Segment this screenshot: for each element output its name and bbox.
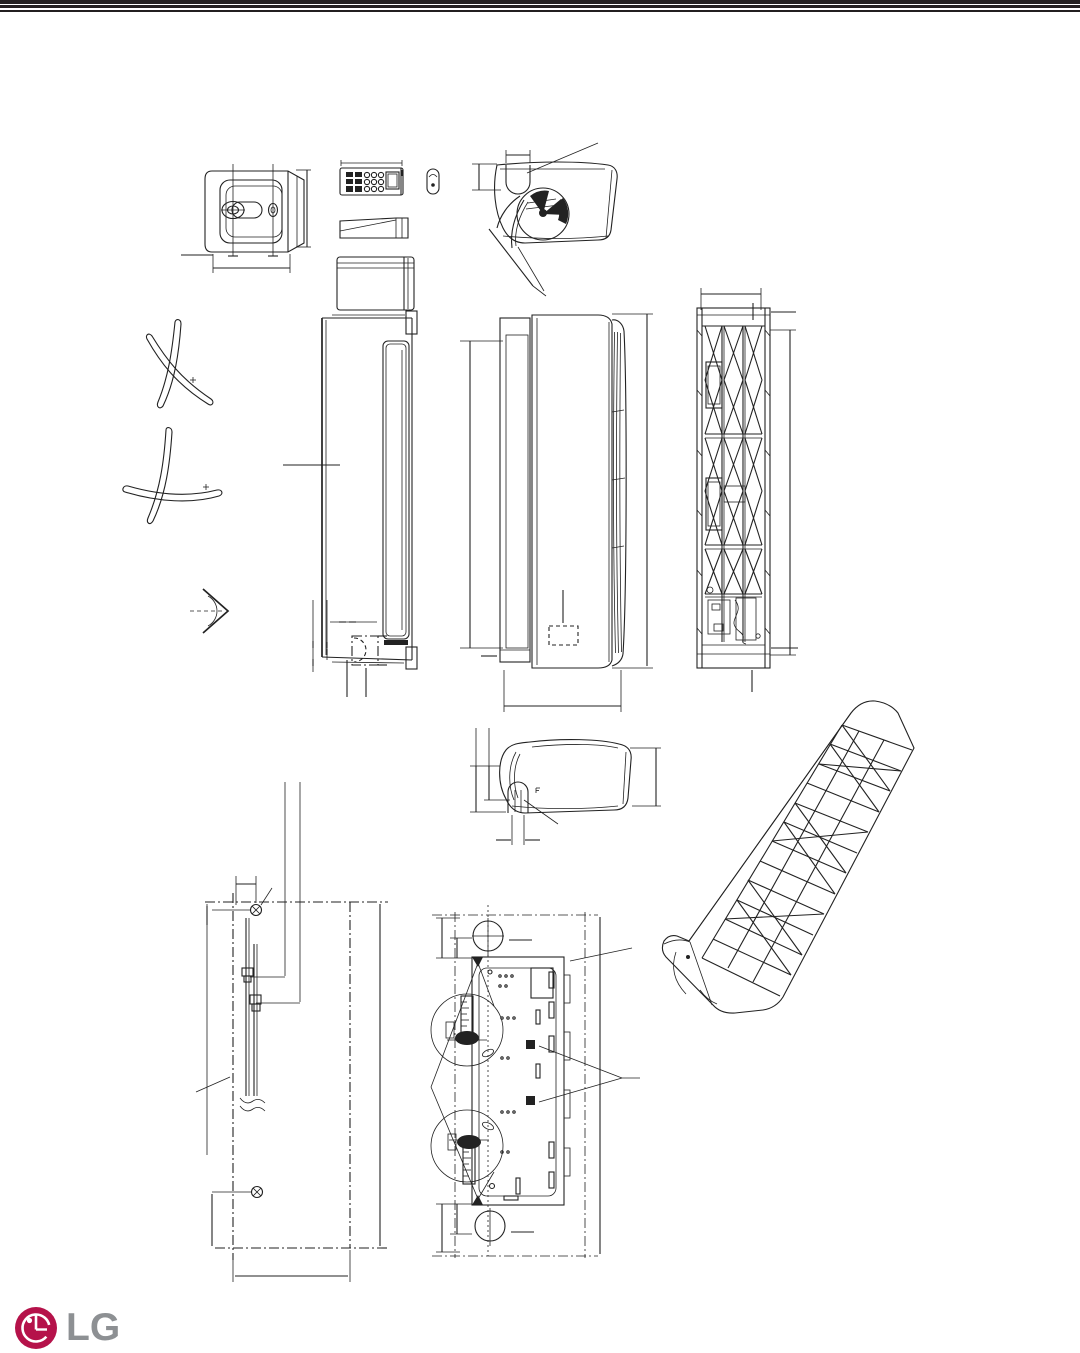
lg-logo	[13, 1305, 120, 1351]
fig-accessory-box	[337, 257, 414, 310]
fig-unit-bottom-view	[470, 728, 661, 845]
fig-louver-vanes	[123, 320, 222, 524]
screw-icon	[252, 1187, 263, 1198]
fig-unit-isometric-view	[662, 701, 914, 1013]
fig-unit-front-view	[460, 314, 653, 712]
detail-circle-anchor-top	[431, 994, 503, 1066]
drawing-root	[123, 143, 914, 1282]
airflow-in-arrow	[632, 785, 651, 799]
fig-unit-side-view	[283, 311, 417, 697]
fig-chassis-top-view	[181, 164, 311, 273]
fig-piping-dimensions	[196, 782, 388, 1282]
lg-emblem-icon	[13, 1305, 59, 1351]
fig-unit-rear-view	[697, 288, 798, 692]
fig-installation-plate	[431, 905, 640, 1258]
lg-logo-letters: LG	[66, 1306, 121, 1349]
fig-swing-angle-symbol	[190, 589, 228, 633]
fig-remote-control	[340, 160, 403, 195]
fig-battery	[427, 169, 439, 194]
fig-unit-plan-view	[472, 143, 617, 296]
isometric-lattice	[702, 725, 912, 996]
fig-remote-holder	[340, 218, 408, 238]
